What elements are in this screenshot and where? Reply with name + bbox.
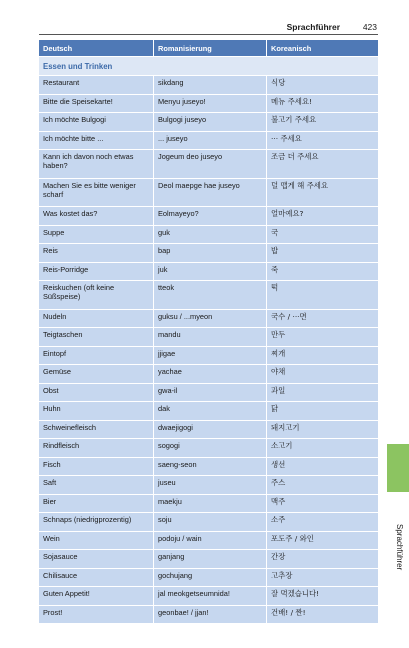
cell-deutsch: Reiskuchen (oft keine Süßspeise): [39, 281, 154, 310]
table-row: [39, 513, 378, 532]
cell-deutsch: Schweinefleisch: [39, 421, 154, 440]
cell-koreanisch: 밥: [267, 244, 378, 263]
table-row: [39, 95, 378, 114]
table-row: [39, 606, 378, 625]
cell-deutsch: Restaurant: [39, 76, 154, 95]
cell-koreanisch: 주스: [267, 476, 378, 495]
page-number: 423: [362, 22, 377, 32]
table-row: [39, 207, 378, 226]
cell-romanisierung: Bulgogi juseyo: [154, 113, 267, 132]
column-header-romanisierung: Romanisierung: [154, 40, 267, 57]
column-header-koreanisch: Koreanisch: [267, 40, 378, 57]
cell-romanisierung: ganjang: [154, 550, 267, 569]
cell-romanisierung: Menyu juseyo!: [154, 95, 267, 114]
cell-koreanisch: 덜 맵게 해 주세요: [267, 179, 378, 208]
table-row: [39, 132, 378, 151]
cell-koreanisch: 국: [267, 226, 378, 245]
page-header: [39, 20, 378, 34]
cell-deutsch: Eintopf: [39, 347, 154, 366]
cell-romanisierung: jal meokgetseumnida!: [154, 587, 267, 606]
cell-deutsch: Prost!: [39, 606, 154, 625]
table-row: [39, 113, 378, 132]
cell-deutsch: Schnaps (niedrigprozentig): [39, 513, 154, 532]
cell-romanisierung: podoju / wain: [154, 532, 267, 551]
cell-deutsch: Chilisauce: [39, 569, 154, 588]
cell-koreanisch: 생선: [267, 458, 378, 477]
side-section-label: Sprachführer: [395, 524, 404, 571]
table-row: [39, 310, 378, 329]
cell-koreanisch: 찌개: [267, 347, 378, 366]
table-row: [39, 550, 378, 569]
cell-deutsch: Suppe: [39, 226, 154, 245]
cell-romanisierung: dwaejigogi: [154, 421, 267, 440]
cell-deutsch: Wein: [39, 532, 154, 551]
cell-romanisierung: yachae: [154, 365, 267, 384]
cell-koreanisch: 야채: [267, 365, 378, 384]
cell-romanisierung: soju: [154, 513, 267, 532]
section-row: [39, 57, 378, 76]
cell-romanisierung: gochujang: [154, 569, 267, 588]
table-row: [39, 587, 378, 606]
cell-romanisierung: sogogi: [154, 439, 267, 458]
cell-romanisierung: Deol maepge hae juseyo: [154, 179, 267, 208]
table-row: [39, 328, 378, 347]
table-row: [39, 76, 378, 95]
cell-romanisierung: dak: [154, 402, 267, 421]
table-row: [39, 421, 378, 440]
cell-deutsch: Obst: [39, 384, 154, 403]
cell-romanisierung: Eolmayeyo?: [154, 207, 267, 226]
table-row: [39, 384, 378, 403]
cell-romanisierung: Jogeum deo juseyo: [154, 150, 267, 179]
cell-deutsch: Sojasauce: [39, 550, 154, 569]
section-title: Essen und Trinken: [39, 57, 378, 76]
table-row: [39, 347, 378, 366]
cell-deutsch: Ich möchte bitte ...: [39, 132, 154, 151]
cell-romanisierung: bap: [154, 244, 267, 263]
cell-deutsch: Rindfleisch: [39, 439, 154, 458]
cell-deutsch: Reis-Porridge: [39, 263, 154, 282]
cell-deutsch: Fisch: [39, 458, 154, 477]
cell-deutsch: Saft: [39, 476, 154, 495]
table-row: [39, 532, 378, 551]
cell-deutsch: Kann ich davon noch etwas haben?: [39, 150, 154, 179]
cell-deutsch: Teigtaschen: [39, 328, 154, 347]
phrase-table: [39, 40, 378, 624]
table-row: [39, 179, 378, 208]
cell-deutsch: Bitte die Speisekarte!: [39, 95, 154, 114]
cell-romanisierung: gwa-il: [154, 384, 267, 403]
table-row: [39, 569, 378, 588]
cell-deutsch: Guten Appetit!: [39, 587, 154, 606]
cell-deutsch: Bier: [39, 495, 154, 514]
cell-romanisierung: sikdang: [154, 76, 267, 95]
cell-koreanisch: 만두: [267, 328, 378, 347]
cell-romanisierung: jjigae: [154, 347, 267, 366]
table-row: [39, 281, 378, 310]
cell-koreanisch: 국수 / ···면: [267, 310, 378, 329]
cell-koreanisch: 잘 먹겠습니다!: [267, 587, 378, 606]
cell-koreanisch: 메뉴 주세요!: [267, 95, 378, 114]
cell-deutsch: Was kostet das?: [39, 207, 154, 226]
cell-koreanisch: ··· 주세요: [267, 132, 378, 151]
cell-koreanisch: 닭: [267, 402, 378, 421]
cell-romanisierung: tteok: [154, 281, 267, 310]
cell-romanisierung: guksu / ...myeon: [154, 310, 267, 329]
table-row: [39, 476, 378, 495]
thumb-index-tab: [387, 444, 409, 492]
table-header-row: [39, 40, 378, 57]
cell-romanisierung: juk: [154, 263, 267, 282]
cell-koreanisch: 포도주 / 와인: [267, 532, 378, 551]
cell-koreanisch: 건배! / 짠!: [267, 606, 378, 625]
cell-koreanisch: 식당: [267, 76, 378, 95]
cell-deutsch: Huhn: [39, 402, 154, 421]
cell-koreanisch: 불고기 주세요: [267, 113, 378, 132]
running-section-title: Sprachführer: [286, 22, 340, 32]
cell-koreanisch: 죽: [267, 263, 378, 282]
cell-romanisierung: ... juseyo: [154, 132, 267, 151]
cell-romanisierung: guk: [154, 226, 267, 245]
cell-romanisierung: juseu: [154, 476, 267, 495]
cell-deutsch: Gemüse: [39, 365, 154, 384]
cell-deutsch: Ich möchte Bulgogi: [39, 113, 154, 132]
table-row: [39, 402, 378, 421]
cell-koreanisch: 얼마예요?: [267, 207, 378, 226]
cell-koreanisch: 돼지고기: [267, 421, 378, 440]
table-row: [39, 150, 378, 179]
table-row: [39, 495, 378, 514]
cell-koreanisch: 간장: [267, 550, 378, 569]
table-row: [39, 263, 378, 282]
cell-koreanisch: 고추장: [267, 569, 378, 588]
table-row: [39, 439, 378, 458]
table-row: [39, 244, 378, 263]
cell-deutsch: Machen Sie es bitte weniger scharf: [39, 179, 154, 208]
table-row: [39, 458, 378, 477]
cell-koreanisch: 떡: [267, 281, 378, 310]
header-rule: [39, 34, 378, 35]
cell-koreanisch: 소주: [267, 513, 378, 532]
table-row: [39, 226, 378, 245]
cell-romanisierung: mandu: [154, 328, 267, 347]
cell-romanisierung: saeng-seon: [154, 458, 267, 477]
cell-koreanisch: 조금 더 주세요: [267, 150, 378, 179]
cell-deutsch: Nudeln: [39, 310, 154, 329]
cell-koreanisch: 소고기: [267, 439, 378, 458]
column-header-deutsch: Deutsch: [39, 40, 154, 57]
table-row: [39, 365, 378, 384]
cell-koreanisch: 과일: [267, 384, 378, 403]
cell-romanisierung: geonbae! / jjan!: [154, 606, 267, 625]
cell-romanisierung: maekju: [154, 495, 267, 514]
cell-koreanisch: 맥주: [267, 495, 378, 514]
cell-deutsch: Reis: [39, 244, 154, 263]
